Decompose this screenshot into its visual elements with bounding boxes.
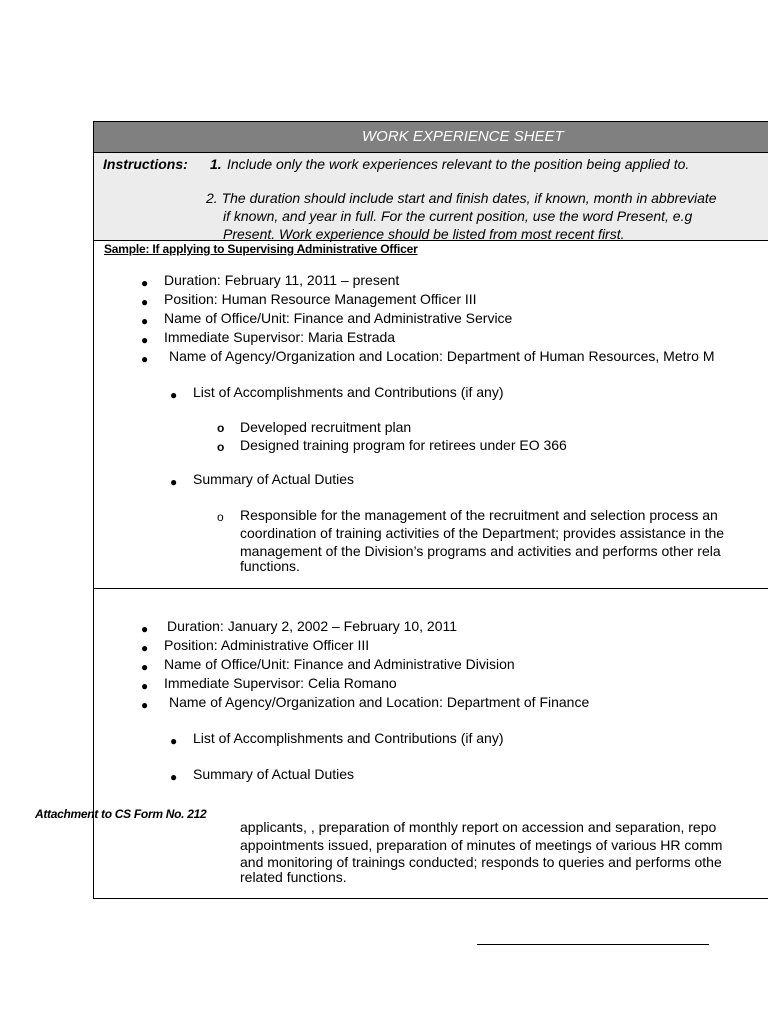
entry1-supervisor: Immediate Supervisor: Maria Estrada: [164, 329, 396, 345]
sub-bullet-icon: o: [217, 421, 225, 435]
entry2-supervisor: Immediate Supervisor: Celia Romano: [164, 675, 397, 691]
sub-bullet-icon: o: [217, 510, 224, 524]
sheet-title: WORK EXPERIENCE SHEET: [362, 128, 564, 145]
instruction-2-line-3: Present. Work experience should be listed from most recent first.: [223, 226, 625, 242]
entry1-agency: Name of Agency/Organization and Location: Department of Human Resources, Metro M: [169, 348, 715, 364]
signature-line: [477, 944, 709, 945]
bullet-icon: ●: [141, 314, 149, 328]
instructions-box: [94, 152, 768, 241]
entry2-accomplishments-label: List of Accomplishments and Contributions (if any): [193, 730, 504, 746]
entry1-duties-line: Responsible for the management of the recruitment and selection process an: [240, 507, 718, 523]
entry2-duties-line: applicants, , preparation of monthly report on accession and separation, repo: [240, 819, 717, 835]
entry2-position: Position: Administrative Officer III: [164, 637, 370, 653]
entry-divider: [94, 588, 768, 589]
instruction-1-number: 1.: [210, 156, 222, 172]
instruction-2-line-2: if known, and year in full. For the current position, use the word Present, e.g: [223, 208, 693, 224]
entry1-accomplishment-item: Designed training program for retirees under EO 366: [240, 437, 567, 453]
entry2-office: Name of Office/Unit: Finance and Administrative Division: [164, 656, 515, 672]
entry1-office: Name of Office/Unit: Finance and Administrative Service: [164, 310, 513, 326]
bullet-icon: ●: [170, 475, 178, 489]
bullet-icon: ●: [170, 770, 178, 784]
entry2-duties-line: related functions.: [240, 869, 347, 885]
attachment-note: Attachment to CS Form No. 212: [35, 807, 207, 821]
bullet-icon: ●: [141, 641, 149, 655]
bullet-icon: ●: [141, 698, 149, 712]
entry1-duties-line: functions.: [240, 558, 300, 574]
entry1-duties-label: Summary of Actual Duties: [193, 471, 355, 487]
bullet-icon: ●: [141, 295, 149, 309]
entry1-duties-line: management of the Division’s programs and activities and performs other rela: [240, 543, 721, 559]
entry2-duties-label: Summary of Actual Duties: [193, 766, 355, 782]
bullet-icon: ●: [141, 333, 149, 347]
bullet-icon: ●: [141, 352, 149, 366]
entry2-duties-line: appointments issued, preparation of minutes of meetings of various HR comm: [240, 837, 723, 853]
entry1-position: Position: Human Resource Management Officer III: [164, 291, 477, 307]
bullet-icon: ●: [141, 660, 149, 674]
entry2-agency: Name of Agency/Organization and Location: Department of Finance: [169, 694, 590, 710]
instruction-2-line-1: 2. The duration should include start and finish dates, if known, month in abbreviate: [206, 190, 717, 206]
bullet-icon: ●: [141, 276, 149, 290]
instructions-label: Instructions:: [103, 156, 188, 172]
bullet-icon: ●: [141, 679, 149, 693]
entry2-duration: Duration: January 2, 2002 – February 10, 2011: [167, 618, 458, 634]
entry1-duration: Duration: February 11, 2011 – present: [164, 272, 400, 288]
entry1-accomplishment-item: Developed recruitment plan: [240, 419, 412, 435]
sample-heading: Sample: If applying to Supervising Administrative Officer: [104, 242, 418, 256]
work-experience-sheet: [93, 121, 768, 899]
bullet-icon: ●: [170, 734, 178, 748]
sheet-title-bar: [94, 122, 768, 152]
bullet-icon: ●: [170, 388, 178, 402]
entry2-duties-line: and monitoring of trainings conducted; responds to queries and performs othe: [240, 854, 722, 870]
sub-bullet-icon: o: [217, 440, 225, 454]
instruction-1-text: Include only the work experiences relevant to the position being applied to.: [227, 156, 690, 172]
bullet-icon: ●: [141, 622, 149, 636]
entry1-duties-line: coordination of training activities of the Department; provides assistance in the: [240, 525, 725, 541]
entry1-accomplishments-label: List of Accomplishments and Contributions (if any): [193, 384, 504, 400]
